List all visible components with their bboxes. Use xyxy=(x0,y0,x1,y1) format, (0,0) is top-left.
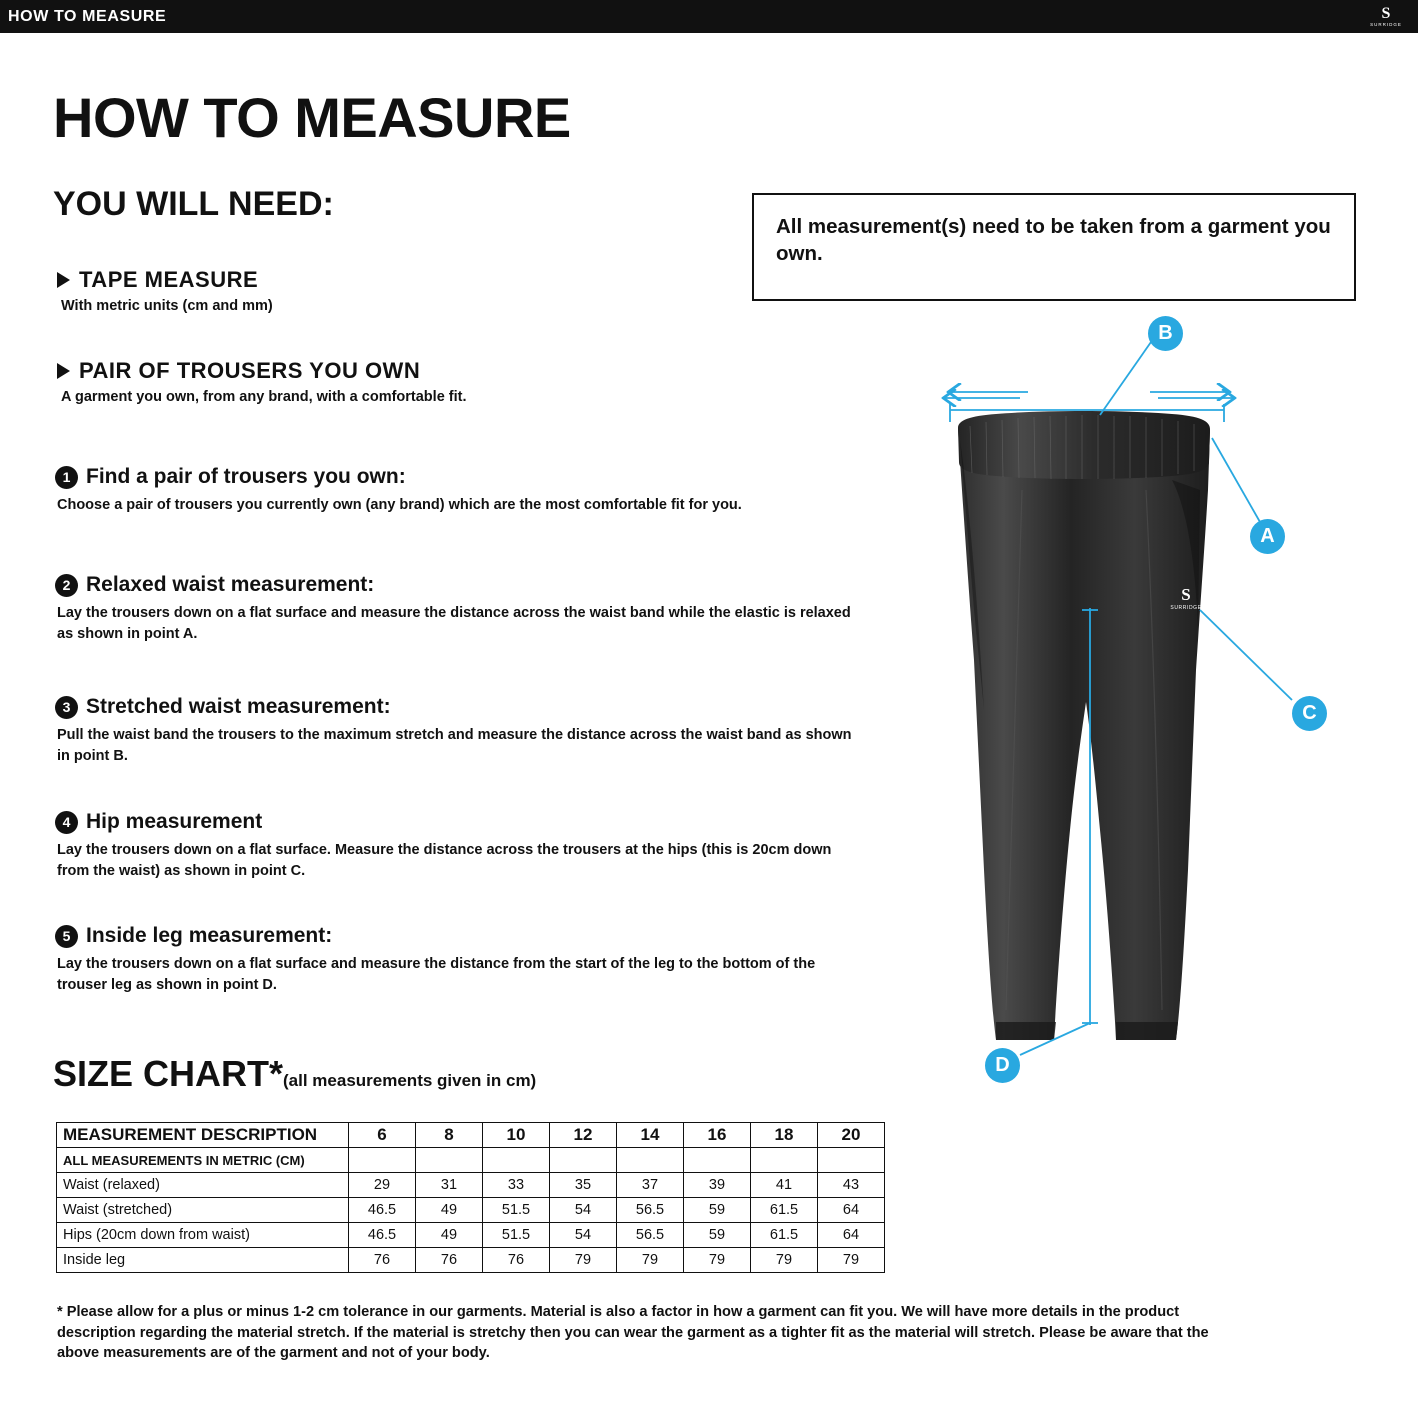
table-header-size: 10 xyxy=(483,1123,550,1148)
step-body: Lay the trousers down on a flat surface. Measure the distance across the trousers at the hips (this is 20cm down from the waist) as shown in point C. xyxy=(57,842,832,880)
diagram-badge-b: B xyxy=(1148,316,1183,351)
size-chart-title-sub: (all measurements given in cm) xyxy=(283,1071,537,1090)
step-body: Lay the trousers down on a flat surface and measure the distance across the waist band while the elastic is relaxed as shown in point A. xyxy=(57,605,851,643)
diagram-badge-c: C xyxy=(1292,696,1327,731)
row-value: 79 xyxy=(684,1248,751,1273)
brand-logo-word: SURRIDGE xyxy=(1370,21,1402,27)
table-header-size: 12 xyxy=(550,1123,617,1148)
row-value: 76 xyxy=(349,1248,416,1273)
row-value: 59 xyxy=(684,1198,751,1223)
measure-line-B xyxy=(945,332,1233,422)
step-4 xyxy=(55,810,855,882)
row-value: 54 xyxy=(550,1198,617,1223)
measurement-note-text: All measurement(s) need to be taken from a garment you own. xyxy=(776,215,1331,266)
need-item-title: PAIR OF TROUSERS YOU OWN xyxy=(79,358,421,383)
need-item-title: TAPE MEASURE xyxy=(79,267,259,292)
need-item-trousers xyxy=(57,358,467,405)
svg-text:SURRIDGE: SURRIDGE xyxy=(1170,605,1202,611)
table-header-row xyxy=(57,1123,885,1148)
row-label: Hips (20cm down from waist) xyxy=(57,1223,349,1248)
step-title: Inside leg measurement: xyxy=(86,924,333,947)
step-number: 3 xyxy=(55,696,78,719)
page-title: HOW TO MEASURE xyxy=(53,86,571,149)
table-row xyxy=(57,1173,885,1198)
step-title: Find a pair of trousers you own: xyxy=(86,465,406,488)
table-row xyxy=(57,1198,885,1223)
table-header-size: 6 xyxy=(349,1123,416,1148)
row-value: 59 xyxy=(684,1223,751,1248)
step-body: Choose a pair of trousers you currently own (any brand) which are the most comfortable fit for you. xyxy=(57,497,742,513)
row-value: 56.5 xyxy=(617,1223,684,1248)
top-bar-title: HOW TO MEASURE xyxy=(8,8,167,25)
brand-logo xyxy=(1362,3,1410,30)
table-header-size: 8 xyxy=(416,1123,483,1148)
size-chart-title xyxy=(53,1053,536,1095)
step-5 xyxy=(55,924,855,996)
step-body: Pull the waist band the trousers to the maximum stretch and measure the distance across the waist band as shown in point B. xyxy=(57,727,852,765)
garment-diagram xyxy=(900,310,1400,1100)
step-number: 5 xyxy=(55,925,78,948)
row-value: 56.5 xyxy=(617,1198,684,1223)
table-header-size: 20 xyxy=(818,1123,885,1148)
row-value: 43 xyxy=(818,1173,885,1198)
diagram-badge-d: D xyxy=(985,1048,1020,1083)
row-value: 61.5 xyxy=(751,1223,818,1248)
row-value: 49 xyxy=(416,1198,483,1223)
row-value xyxy=(617,1148,684,1173)
row-value: 49 xyxy=(416,1223,483,1248)
row-value: 64 xyxy=(818,1223,885,1248)
need-item-sub: A garment you own, from any brand, with a comfortable fit. xyxy=(61,389,467,405)
row-value: 33 xyxy=(483,1173,550,1198)
triangle-bullet-icon xyxy=(57,363,70,379)
section-you-will-need-title: YOU WILL NEED: xyxy=(53,185,334,223)
step-3 xyxy=(55,695,855,767)
step-number: 4 xyxy=(55,811,78,834)
row-value xyxy=(684,1148,751,1173)
need-item-tape-measure xyxy=(57,267,273,314)
table-header-size: 14 xyxy=(617,1123,684,1148)
row-value xyxy=(751,1148,818,1173)
step-title: Stretched waist measurement: xyxy=(86,695,391,718)
row-value: 79 xyxy=(818,1248,885,1273)
step-title: Relaxed waist measurement: xyxy=(86,573,375,596)
row-value: 37 xyxy=(617,1173,684,1198)
row-value: 79 xyxy=(751,1248,818,1273)
row-value: 39 xyxy=(684,1173,751,1198)
measure-line-C xyxy=(1200,610,1292,700)
size-chart-table xyxy=(56,1122,885,1273)
footnote: * Please allow for a plus or minus 1-2 cm tolerance in our garments. Material is also a factor in how a garment can fit you. We will have more details in the product description regarding the material stretch. If the material is stretchy then you can wear the garment as a tighter fit as the material will stretch. Please be aware that the above measurements are of the garment and not of your body. xyxy=(57,1304,1209,1362)
row-value xyxy=(416,1148,483,1173)
row-value: 64 xyxy=(818,1198,885,1223)
row-value xyxy=(483,1148,550,1173)
row-label: Inside leg xyxy=(57,1248,349,1273)
svg-text:S: S xyxy=(1181,585,1191,604)
table-row xyxy=(57,1148,885,1173)
diagram-badge-a: A xyxy=(1250,519,1285,554)
table-header-size: 16 xyxy=(684,1123,751,1148)
row-label: ALL MEASUREMENTS IN METRIC (CM) xyxy=(57,1148,349,1173)
row-value: 79 xyxy=(617,1248,684,1273)
row-value: 46.5 xyxy=(349,1198,416,1223)
step-number: 1 xyxy=(55,466,78,489)
row-label: Waist (relaxed) xyxy=(57,1173,349,1198)
row-value: 29 xyxy=(349,1173,416,1198)
row-value: 31 xyxy=(416,1173,483,1198)
row-value: 79 xyxy=(550,1248,617,1273)
measurement-note-box xyxy=(752,193,1356,301)
step-1 xyxy=(55,465,855,516)
row-value: 54 xyxy=(550,1223,617,1248)
row-value: 46.5 xyxy=(349,1223,416,1248)
row-value: 76 xyxy=(483,1248,550,1273)
table-row xyxy=(57,1223,885,1248)
table-header-size: 18 xyxy=(751,1123,818,1148)
size-chart-title-star: * xyxy=(269,1053,284,1094)
row-value xyxy=(550,1148,617,1173)
table-header-description: MEASUREMENT DESCRIPTION xyxy=(57,1123,349,1148)
size-chart-title-main: SIZE CHART xyxy=(53,1053,269,1094)
row-value: 41 xyxy=(751,1173,818,1198)
step-2 xyxy=(55,573,855,645)
measure-line-A xyxy=(1212,438,1260,522)
row-value: 76 xyxy=(416,1248,483,1273)
row-value: 61.5 xyxy=(751,1198,818,1223)
row-value xyxy=(349,1148,416,1173)
need-item-sub: With metric units (cm and mm) xyxy=(61,298,273,314)
trousers-illustration xyxy=(958,411,1210,1040)
step-number: 2 xyxy=(55,574,78,597)
brand-logo-letter: S xyxy=(1381,4,1391,22)
step-body: Lay the trousers down on a flat surface and measure the distance from the start of the leg to the bottom of the trouser leg as shown in point D. xyxy=(57,956,816,994)
row-label: Waist (stretched) xyxy=(57,1198,349,1223)
step-title: Hip measurement xyxy=(86,810,263,833)
row-value: 35 xyxy=(550,1173,617,1198)
top-bar xyxy=(0,0,1418,33)
row-value: 51.5 xyxy=(483,1198,550,1223)
table-row xyxy=(57,1248,885,1273)
triangle-bullet-icon xyxy=(57,272,70,288)
row-value xyxy=(818,1148,885,1173)
row-value: 51.5 xyxy=(483,1223,550,1248)
